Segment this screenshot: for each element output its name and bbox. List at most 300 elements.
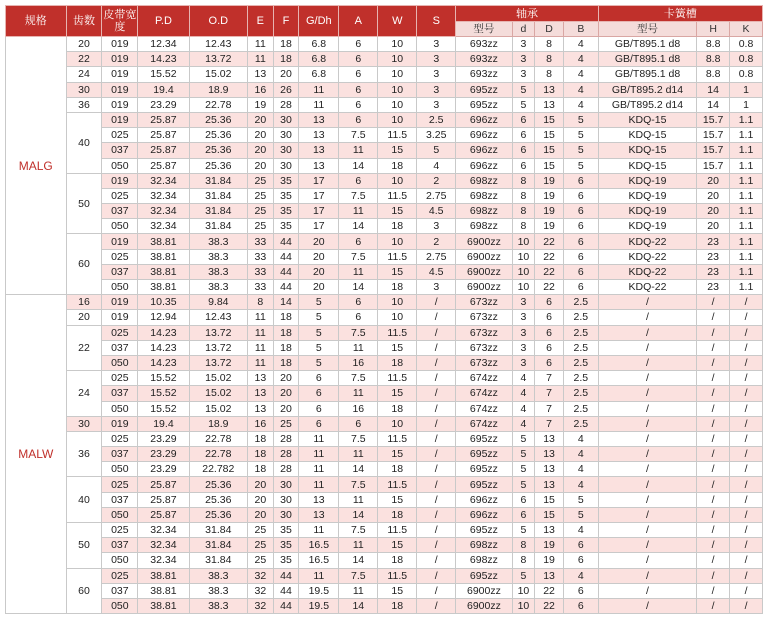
table-cell: 8.8	[697, 52, 730, 67]
table-cell: 22.78	[189, 447, 247, 462]
table-cell: 13.72	[189, 52, 247, 67]
table-cell: 025	[102, 249, 138, 264]
table-cell: 18	[378, 280, 417, 295]
teeth-cell: 40	[66, 112, 102, 173]
table-cell: 19	[535, 538, 564, 553]
table-cell: 8	[512, 219, 535, 234]
table-cell: 25.87	[138, 477, 189, 492]
table-cell: 18	[248, 462, 274, 477]
table-cell: 25.36	[189, 507, 247, 522]
table-cell: 13	[248, 371, 274, 386]
table-cell: 18.9	[189, 82, 247, 97]
table-cell: 14.23	[138, 355, 189, 370]
table-cell: 14	[339, 219, 378, 234]
table-cell: 4	[563, 82, 598, 97]
table-cell: /	[417, 386, 456, 401]
table-cell: /	[697, 416, 730, 431]
table-cell: /	[417, 310, 456, 325]
table-cell: 698zz	[456, 173, 512, 188]
table-cell: 3	[512, 67, 535, 82]
table-cell: 5	[512, 477, 535, 492]
table-cell: 8	[535, 52, 564, 67]
table-cell: 11	[299, 523, 339, 538]
table-cell: 695zz	[456, 447, 512, 462]
table-cell: 5	[417, 143, 456, 158]
table-cell: 6	[563, 249, 598, 264]
table-row	[6, 492, 763, 507]
table-cell: 38.81	[138, 249, 189, 264]
table-cell: 18	[378, 553, 417, 568]
table-cell: 15.02	[189, 67, 247, 82]
table-cell: /	[697, 538, 730, 553]
table-cell: 6	[535, 295, 564, 310]
table-cell: /	[697, 583, 730, 598]
table-cell: 16	[248, 82, 274, 97]
table-cell: /	[598, 492, 696, 507]
table-cell: 20	[248, 507, 274, 522]
table-cell: 31.84	[189, 219, 247, 234]
table-cell: 12.43	[189, 310, 247, 325]
table-cell: /	[417, 355, 456, 370]
table-cell: 10	[378, 82, 417, 97]
table-cell: 19.5	[299, 583, 339, 598]
table-cell: 11.5	[378, 188, 417, 203]
table-cell: 15	[378, 204, 417, 219]
table-cell: /	[730, 583, 763, 598]
table-cell: 6900zz	[456, 280, 512, 295]
table-cell: /	[730, 462, 763, 477]
table-cell: 15	[378, 264, 417, 279]
table-cell: 11	[339, 264, 378, 279]
table-cell: /	[417, 447, 456, 462]
table-cell: /	[730, 507, 763, 522]
table-cell: 17	[299, 204, 339, 219]
table-cell: 22	[535, 280, 564, 295]
table-cell: /	[730, 355, 763, 370]
table-cell: GB/T895.1 d8	[598, 67, 696, 82]
table-cell: 38.81	[138, 264, 189, 279]
table-cell: 037	[102, 538, 138, 553]
table-cell: 38.3	[189, 583, 247, 598]
table-cell: 11	[299, 447, 339, 462]
table-cell: 050	[102, 219, 138, 234]
table-cell: 25.36	[189, 128, 247, 143]
table-cell: 5	[512, 447, 535, 462]
table-cell: 2.75	[417, 188, 456, 203]
table-cell: 695zz	[456, 523, 512, 538]
table-cell: 13	[248, 401, 274, 416]
table-cell: /	[730, 538, 763, 553]
spec-table-body	[6, 37, 763, 614]
table-cell: 10	[378, 310, 417, 325]
table-cell: 7	[535, 401, 564, 416]
table-cell: 19.5	[299, 598, 339, 613]
table-cell: 44	[273, 234, 299, 249]
table-cell: 695zz	[456, 82, 512, 97]
table-cell: 17	[299, 188, 339, 203]
table-cell: 11.5	[378, 249, 417, 264]
table-cell: 7.5	[339, 325, 378, 340]
table-cell: 10	[378, 416, 417, 431]
table-cell: 6.8	[299, 67, 339, 82]
table-cell: 15.02	[189, 401, 247, 416]
table-cell: /	[697, 568, 730, 583]
table-cell: /	[697, 447, 730, 462]
table-cell: 3	[512, 295, 535, 310]
table-cell: 20	[299, 249, 339, 264]
table-cell: /	[598, 523, 696, 538]
table-cell: 6	[339, 112, 378, 127]
table-cell: 4	[563, 52, 598, 67]
header-teeth: 齿数	[66, 6, 102, 37]
table-cell: 1.1	[730, 204, 763, 219]
table-row	[6, 97, 763, 112]
table-cell: 2.5	[563, 295, 598, 310]
table-cell: KDQ-22	[598, 280, 696, 295]
table-cell: 15	[535, 492, 564, 507]
table-cell: 4	[563, 462, 598, 477]
table-cell: 25.87	[138, 507, 189, 522]
table-cell: 050	[102, 507, 138, 522]
table-cell: 30	[273, 158, 299, 173]
table-cell: 5	[563, 143, 598, 158]
table-cell: 38.3	[189, 280, 247, 295]
table-row	[6, 462, 763, 477]
table-cell: 019	[102, 416, 138, 431]
table-cell: 11.5	[378, 325, 417, 340]
table-cell: /	[730, 310, 763, 325]
table-row	[6, 128, 763, 143]
table-cell: /	[730, 477, 763, 492]
table-cell: /	[417, 523, 456, 538]
table-cell: 7.5	[339, 188, 378, 203]
table-cell: 33	[248, 234, 274, 249]
header-bearing-d: d	[512, 22, 535, 37]
table-cell: 15.52	[138, 386, 189, 401]
table-cell: /	[598, 371, 696, 386]
table-cell: 8	[512, 173, 535, 188]
table-row	[6, 264, 763, 279]
teeth-cell: 20	[66, 37, 102, 52]
table-cell: 11	[248, 52, 274, 67]
table-cell: 696zz	[456, 507, 512, 522]
table-row	[6, 188, 763, 203]
table-cell: 13	[299, 158, 339, 173]
table-cell: 44	[273, 280, 299, 295]
table-cell: 16.5	[299, 538, 339, 553]
table-cell: 25	[248, 523, 274, 538]
table-cell: 698zz	[456, 204, 512, 219]
table-cell: 6	[563, 264, 598, 279]
table-cell: /	[598, 583, 696, 598]
table-cell: 695zz	[456, 462, 512, 477]
table-cell: 25.87	[138, 143, 189, 158]
table-row	[6, 431, 763, 446]
table-cell: 15.52	[138, 371, 189, 386]
table-row	[6, 173, 763, 188]
table-cell: 3	[417, 67, 456, 82]
table-cell: 38.81	[138, 598, 189, 613]
table-cell: 19	[535, 553, 564, 568]
table-cell: 10	[378, 112, 417, 127]
table-cell: /	[697, 355, 730, 370]
table-cell: 13	[248, 67, 274, 82]
table-cell: 13.72	[189, 325, 247, 340]
table-cell: 13.72	[189, 340, 247, 355]
table-cell: /	[598, 568, 696, 583]
table-cell: 025	[102, 325, 138, 340]
table-row	[6, 234, 763, 249]
table-cell: /	[598, 310, 696, 325]
table-cell: KDQ-19	[598, 204, 696, 219]
table-cell: 30	[273, 112, 299, 127]
table-cell: 7.5	[339, 523, 378, 538]
table-cell: 22	[535, 598, 564, 613]
table-cell: 25	[248, 538, 274, 553]
table-cell: 3	[512, 355, 535, 370]
table-cell: 050	[102, 355, 138, 370]
table-cell: 673zz	[456, 340, 512, 355]
table-cell: 14.23	[138, 52, 189, 67]
table-cell: 20	[248, 158, 274, 173]
table-cell: 35	[273, 219, 299, 234]
table-cell: 38.3	[189, 234, 247, 249]
table-cell: 32.34	[138, 538, 189, 553]
table-cell: 17	[299, 219, 339, 234]
table-cell: 11	[299, 477, 339, 492]
table-cell: 25.36	[189, 143, 247, 158]
table-cell: 3	[417, 280, 456, 295]
table-cell: 25	[248, 219, 274, 234]
table-cell: 30	[273, 143, 299, 158]
table-cell: 4	[563, 67, 598, 82]
table-cell: 050	[102, 401, 138, 416]
table-cell: 15	[535, 158, 564, 173]
table-row	[6, 37, 763, 52]
table-cell: 6	[299, 401, 339, 416]
table-cell: 11	[339, 204, 378, 219]
table-cell: /	[598, 507, 696, 522]
table-cell: /	[598, 431, 696, 446]
table-cell: 5	[299, 325, 339, 340]
table-cell: KDQ-22	[598, 264, 696, 279]
table-cell: 1.1	[730, 173, 763, 188]
table-cell: 696zz	[456, 158, 512, 173]
table-cell: 14	[339, 158, 378, 173]
table-cell: 5	[512, 82, 535, 97]
table-cell: /	[598, 598, 696, 613]
table-cell: 050	[102, 280, 138, 295]
table-cell: 15	[378, 340, 417, 355]
table-cell: /	[730, 492, 763, 507]
table-cell: 6	[339, 52, 378, 67]
table-cell: 13	[535, 431, 564, 446]
table-cell: 38.3	[189, 264, 247, 279]
table-cell: 7.5	[339, 477, 378, 492]
table-cell: 19.4	[138, 82, 189, 97]
table-cell: /	[598, 447, 696, 462]
table-cell: /	[417, 538, 456, 553]
table-cell: 15	[535, 143, 564, 158]
teeth-cell: 50	[66, 173, 102, 234]
table-row	[6, 158, 763, 173]
table-cell: 6	[339, 173, 378, 188]
table-cell: 13.72	[189, 355, 247, 370]
table-cell: 5	[299, 340, 339, 355]
teeth-cell: 22	[66, 52, 102, 67]
table-cell: 33	[248, 249, 274, 264]
table-cell: 3	[417, 52, 456, 67]
table-cell: 15	[535, 507, 564, 522]
header-belt-width-label: 皮带宽度	[103, 9, 137, 33]
table-cell: 8	[512, 538, 535, 553]
table-cell: 30	[273, 507, 299, 522]
table-cell: 23.29	[138, 97, 189, 112]
table-cell: 35	[273, 173, 299, 188]
table-cell: 1.1	[730, 188, 763, 203]
table-cell: 6900zz	[456, 598, 512, 613]
table-cell: 18	[248, 431, 274, 446]
table-cell: 3	[512, 340, 535, 355]
table-cell: 019	[102, 173, 138, 188]
table-cell: 0.8	[730, 67, 763, 82]
table-row	[6, 447, 763, 462]
table-cell: 019	[102, 37, 138, 52]
table-cell: 33	[248, 264, 274, 279]
table-cell: 22	[535, 234, 564, 249]
table-cell: 32.34	[138, 173, 189, 188]
header-bearing-D: D	[535, 22, 564, 37]
table-cell: 4.5	[417, 264, 456, 279]
table-cell: 4	[512, 416, 535, 431]
table-cell: 6	[563, 173, 598, 188]
table-cell: 38.81	[138, 583, 189, 598]
table-cell: 18	[378, 401, 417, 416]
table-cell: /	[417, 325, 456, 340]
table-cell: 15	[378, 583, 417, 598]
table-cell: 695zz	[456, 477, 512, 492]
table-cell: 1.1	[730, 280, 763, 295]
table-cell: 674zz	[456, 401, 512, 416]
table-cell: /	[730, 447, 763, 462]
table-cell: /	[417, 568, 456, 583]
table-cell: 4	[563, 477, 598, 492]
table-cell: 15.02	[189, 371, 247, 386]
table-cell: 037	[102, 340, 138, 355]
table-cell: 6	[563, 234, 598, 249]
table-cell: 32.34	[138, 188, 189, 203]
table-cell: 23.29	[138, 431, 189, 446]
table-cell: 7	[535, 371, 564, 386]
table-cell: 2.5	[563, 310, 598, 325]
table-cell: 025	[102, 188, 138, 203]
table-cell: /	[417, 492, 456, 507]
table-cell: 3	[417, 219, 456, 234]
table-cell: 674zz	[456, 386, 512, 401]
table-cell: /	[730, 416, 763, 431]
table-cell: /	[598, 416, 696, 431]
table-cell: 019	[102, 82, 138, 97]
table-cell: 10	[512, 280, 535, 295]
table-cell: 3	[512, 37, 535, 52]
table-cell: 6	[339, 234, 378, 249]
table-cell: 10	[512, 234, 535, 249]
header-f: F	[273, 6, 299, 37]
table-cell: 11	[339, 583, 378, 598]
table-cell: 10	[378, 173, 417, 188]
table-cell: 037	[102, 583, 138, 598]
header-circlip-h: H	[697, 22, 730, 37]
table-cell: 22.78	[189, 431, 247, 446]
table-cell: 6	[512, 128, 535, 143]
teeth-cell: 36	[66, 97, 102, 112]
table-cell: 6	[339, 67, 378, 82]
table-cell: 3	[417, 82, 456, 97]
table-cell: 8.8	[697, 67, 730, 82]
table-cell: 6	[339, 97, 378, 112]
table-cell: 025	[102, 477, 138, 492]
table-cell: 5	[299, 310, 339, 325]
table-cell: 696zz	[456, 112, 512, 127]
table-cell: 30	[273, 477, 299, 492]
table-cell: 30	[273, 128, 299, 143]
table-cell: 14.23	[138, 325, 189, 340]
table-cell: /	[730, 568, 763, 583]
table-cell: 18	[378, 507, 417, 522]
table-cell: 6	[563, 188, 598, 203]
teeth-cell: 30	[66, 82, 102, 97]
table-cell: 2.5	[563, 355, 598, 370]
table-cell: 20	[697, 188, 730, 203]
table-cell: 2.5	[563, 340, 598, 355]
table-cell: 693zz	[456, 67, 512, 82]
table-cell: 13	[535, 462, 564, 477]
table-cell: /	[697, 371, 730, 386]
table-cell: 9.84	[189, 295, 247, 310]
table-cell: 20	[248, 492, 274, 507]
table-cell: /	[730, 340, 763, 355]
table-cell: 31.84	[189, 553, 247, 568]
table-row	[6, 310, 763, 325]
table-cell: /	[697, 523, 730, 538]
table-cell: 13	[299, 507, 339, 522]
table-row	[6, 295, 763, 310]
teeth-cell: 22	[66, 325, 102, 371]
table-cell: 33	[248, 280, 274, 295]
table-cell: 13	[535, 523, 564, 538]
table-cell: 6	[299, 416, 339, 431]
table-row	[6, 583, 763, 598]
table-cell: /	[417, 583, 456, 598]
table-cell: 15.52	[138, 67, 189, 82]
spec-cell: MALW	[6, 295, 67, 614]
table-cell: 14.23	[138, 340, 189, 355]
table-cell: 16	[339, 401, 378, 416]
table-cell: 20	[248, 128, 274, 143]
table-cell: 15.7	[697, 128, 730, 143]
table-cell: 44	[273, 598, 299, 613]
table-row	[6, 416, 763, 431]
header-belt-width	[102, 6, 138, 37]
table-cell: 673zz	[456, 310, 512, 325]
table-cell: 11.5	[378, 477, 417, 492]
table-cell: 7.5	[339, 431, 378, 446]
table-cell: 1.1	[730, 143, 763, 158]
table-row	[6, 204, 763, 219]
teeth-cell: 60	[66, 234, 102, 295]
table-cell: 2.5	[563, 386, 598, 401]
table-cell: 019	[102, 295, 138, 310]
